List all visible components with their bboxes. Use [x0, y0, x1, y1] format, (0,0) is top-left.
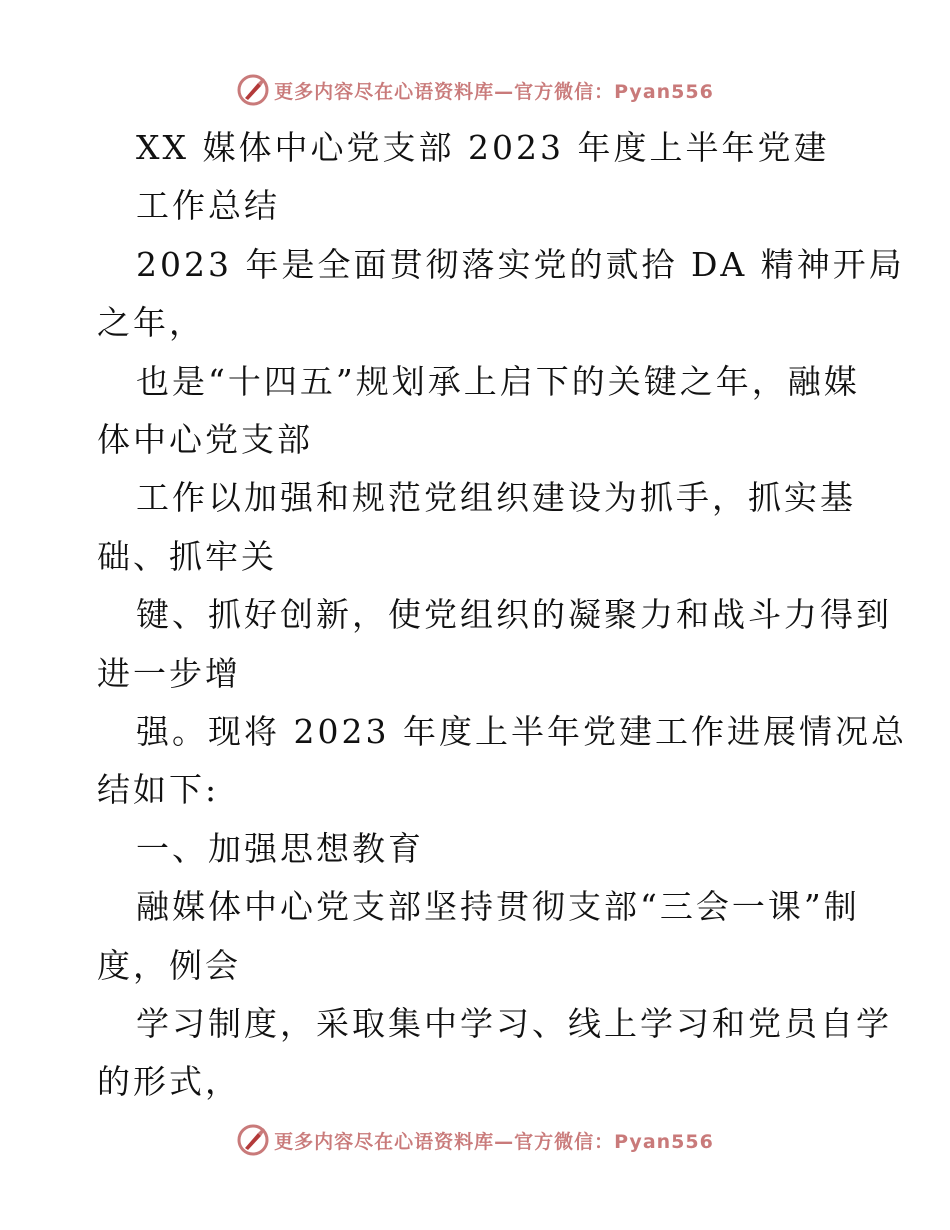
quill-logo-icon: [236, 73, 270, 107]
document-line: 体中心党支部: [97, 420, 313, 459]
footer-watermark: [0, 1120, 950, 1160]
document-line: 2023 年是全面贯彻落实党的贰拾 DA 精神开局: [136, 245, 905, 284]
header-watermark: [0, 70, 950, 110]
document-line: 也是“十四五”规划承上启下的关键之年，融媒: [136, 362, 860, 401]
document-line: 进一步增: [97, 654, 241, 693]
document-line: 度，例会: [97, 946, 241, 985]
document-line: 之年，: [97, 303, 205, 342]
document-line: 工作以加强和规范党组织建设为抓手，抓实基: [136, 478, 856, 517]
document-line: XX 媒体中心党支部 2023 年度上半年党建: [136, 128, 830, 167]
watermark-text: 更多内容尽在心语资料库—官方微信：Pyan556: [274, 1130, 714, 1153]
document-line: 键、抓好创新，使党组织的凝聚力和战斗力得到: [136, 595, 892, 634]
document-line: 的形式，: [97, 1062, 241, 1101]
document-line: 融媒体中心党支部坚持贯彻支部“三会一课”制: [136, 887, 860, 926]
document-line: 学习制度，采取集中学习、线上学习和党员自学: [136, 1004, 892, 1043]
watermark-text: 更多内容尽在心语资料库—官方微信：Pyan556: [274, 80, 714, 103]
document-line: 一、加强思想教育: [136, 829, 424, 868]
document-line: 结如下:: [97, 770, 220, 809]
document-line: 强。现将 2023 年度上半年党建工作进展情况总: [136, 712, 907, 751]
document-line: 工作总结: [136, 186, 280, 225]
quill-logo-icon: [236, 1123, 270, 1157]
document-line: 础、抓牢关: [97, 537, 277, 576]
